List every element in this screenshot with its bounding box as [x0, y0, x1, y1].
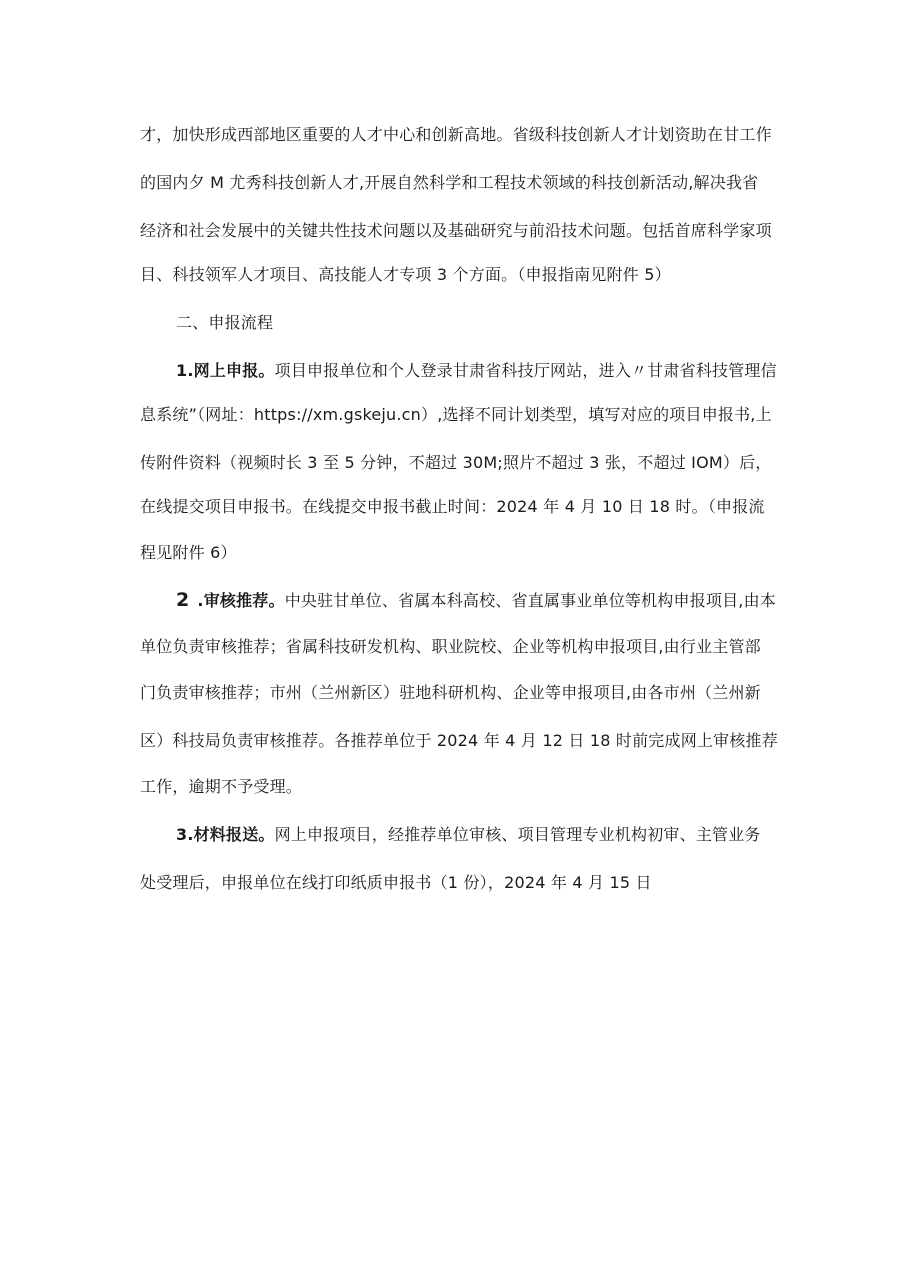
- paragraph-line: 才，加快形成西部地区重要的人才中心和创新高地。省级科技创新人才计划资助在甘工作: [140, 125, 772, 144]
- step2-title: .审核推荐。: [197, 591, 285, 610]
- paragraph-line: 目、科技领军人才项目、高技能人才专项 3 个方面。（申报指南见附件 5）: [140, 265, 671, 284]
- paragraph-line: 传附件资料（视频时长 3 至 5 分钟，不超过 30M;照片不超过 3 张，不超过 IOM）后，: [140, 453, 772, 472]
- paragraph-line: 经济和社会发展中的关键共性技术问题以及基础研究与前沿技术问题。包括首席科学家项: [140, 221, 772, 240]
- section-heading: 二、申报流程: [176, 313, 274, 332]
- paragraph-line: 单位负责审核推荐；省属科技研发机构、职业院校、企业等机构申报项目,由行业主管部: [140, 637, 761, 656]
- step1-title: 1.网上申报。: [176, 361, 275, 380]
- paragraph-line: 程见附件 6）: [140, 543, 237, 562]
- paragraph-line: 息系统”（网址：https://xm.gskeju.cn）,选择不同计划类型，填写对应的项目申报书,上: [140, 405, 772, 424]
- step2-number: 2: [176, 589, 190, 611]
- paragraph-line: 区）科技局负责审核推荐。各推荐单位于 2024 年 4 月 12 日 18 时前完成网上审核推荐: [140, 731, 778, 750]
- paragraph-line: 工作，逾期不予受理。: [140, 777, 303, 796]
- step3-title: 3.材料报送。: [176, 825, 275, 844]
- step3-first-line: [176, 824, 816, 846]
- paragraph-line: 在线提交项目申报书。在线提交申报书截止时间：2024 年 4 月 10 日 18 时。（申报流: [140, 497, 765, 516]
- step3-text: 网上申报项目，经推荐单位审核、项目管理专业机构初审、主管业务: [274, 825, 761, 844]
- paragraph-line: 的国内夕 M 尤秀科技创新人才,开展自然科学和工程技术领域的科技创新活动,解决我省: [140, 173, 759, 192]
- paragraph-line: 门负责审核推荐；市州（兰州新区）驻地科研机构、企业等申报项目,由各市州（兰州新: [140, 683, 761, 702]
- paragraph-line: 处受理后，申报单位在线打印纸质申报书（1 份），2024 年 4 月 15 日: [140, 873, 652, 892]
- step2-text: 中央驻甘单位、省属本科高校、省直属事业单位等机构申报项目,由本: [284, 591, 776, 610]
- step1-text: 项目申报单位和个人登录甘肃省科技厅网站，进入〃甘肃省科技管理信: [274, 361, 777, 380]
- step2-first-line: [176, 589, 816, 612]
- step1-first-line: [176, 360, 816, 382]
